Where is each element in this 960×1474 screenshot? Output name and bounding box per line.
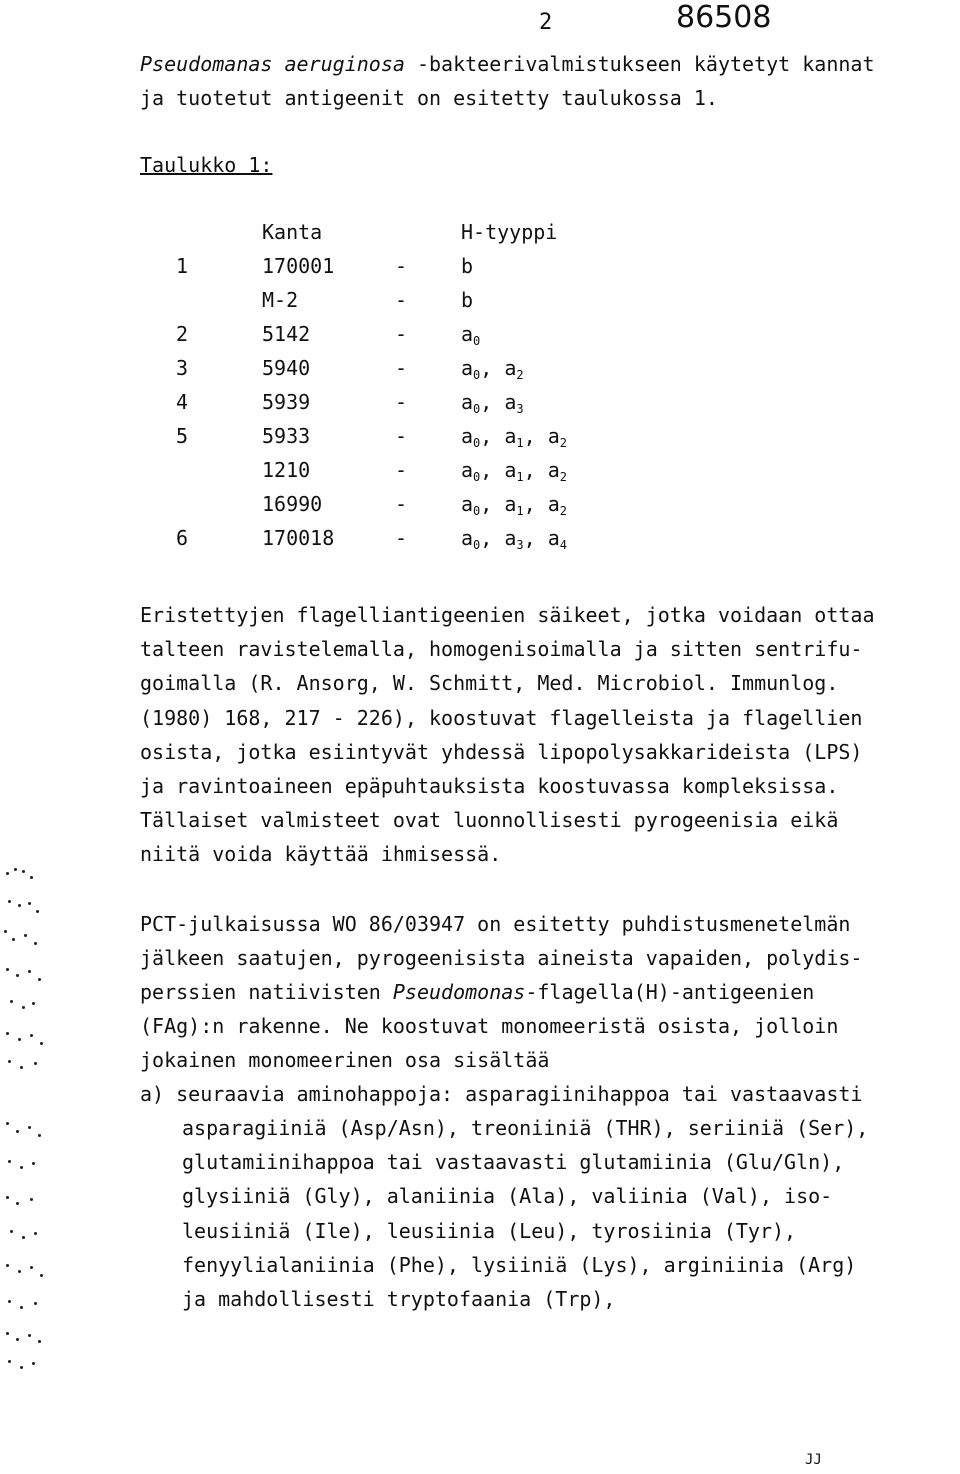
table-row <box>0 458 960 486</box>
amino-acid-line: glutamiinihappoa tai vastaavasti glutamiinia (Glu/Gln), <box>182 1150 845 1175</box>
h-type-letter: a <box>461 322 474 346</box>
dash-cell: - <box>395 526 408 550</box>
scan-dot <box>6 872 9 875</box>
separator: , <box>523 526 548 550</box>
row-number: 4 <box>176 390 189 414</box>
amino-acid-line: fenyylialaniinia (Phe), lysiiniä (Lys), arginiinia (Arg) <box>182 1252 857 1277</box>
table-header-row <box>0 220 960 248</box>
para1-line: osista, jotka esiintyvät yhdessä lipopolysakkarideista (LPS) <box>140 739 863 764</box>
scan-dot <box>40 1274 43 1277</box>
strain-cell: 5142 <box>262 322 311 346</box>
h-type-letter: a <box>504 356 517 380</box>
strain-cell: 16990 <box>262 492 323 516</box>
para2-line-2: jälkeen saatujen, pyrogeenisista aineista vapaiden, polydis- <box>140 946 863 970</box>
h-type-letter: a <box>461 356 474 380</box>
h-type-letter: a <box>547 424 560 448</box>
h-type-letter: a <box>547 458 560 482</box>
column-header-kanta: Kanta <box>262 220 323 244</box>
h-type-subscript: 1 <box>516 504 524 518</box>
para2-line-3-post: -flagella(H)-antigeenien <box>525 980 815 1004</box>
table-row <box>0 288 960 316</box>
h-type-cell <box>461 390 524 416</box>
h-type-letter: a <box>504 526 517 550</box>
h-type-cell <box>461 526 567 552</box>
scan-dot <box>12 938 15 941</box>
separator: , <box>480 356 505 380</box>
scan-dot <box>34 942 37 945</box>
scan-dot <box>32 1362 35 1365</box>
h-type-subscript: 0 <box>473 334 481 348</box>
scan-dot <box>38 978 41 981</box>
h-type-letter: a <box>461 458 474 482</box>
scan-dot <box>32 1002 35 1005</box>
h-type-cell <box>461 288 473 312</box>
h-type-subscript: 2 <box>559 504 568 518</box>
intro-rest: -bakteerivalmistukseen käytetyt kannat <box>404 52 875 76</box>
scan-dot <box>28 1126 31 1129</box>
scan-dot <box>8 900 11 903</box>
h-type-letter: a <box>461 390 474 414</box>
h-type-subscript: 0 <box>473 402 481 416</box>
scan-dot <box>8 1060 11 1063</box>
table-row <box>0 322 960 350</box>
footer-mark: JJ <box>805 1452 822 1468</box>
species-name: Pseudomanas aeruginosa <box>140 52 405 76</box>
h-type-cell <box>461 356 524 382</box>
scan-dot <box>34 1302 37 1305</box>
scan-dot <box>16 1338 19 1341</box>
dash-cell: - <box>395 492 408 516</box>
para1-line: niitä voida käyttää ihmisessä. <box>140 842 502 867</box>
scan-dot <box>40 1042 43 1045</box>
scan-dot <box>6 1264 9 1267</box>
scan-dot <box>16 974 19 977</box>
separator: , <box>480 458 505 482</box>
para2-line-4: (FAg):n rakenne. Ne koostuvat monomeeristä osista, jolloin <box>140 1014 839 1038</box>
scan-dot <box>20 1306 23 1309</box>
genus-name: Pseudomonas <box>392 980 526 1004</box>
h-type-letter: b <box>461 288 474 312</box>
dash-cell: - <box>395 288 408 312</box>
scan-dot <box>20 1066 23 1069</box>
table-row <box>0 356 960 384</box>
scan-dot <box>20 1366 23 1369</box>
scan-dot <box>8 1300 11 1303</box>
scan-dot <box>34 1232 37 1235</box>
table-caption: Taulukko 1: <box>140 153 273 177</box>
scan-dot <box>10 1000 13 1003</box>
row-number: 2 <box>176 322 189 346</box>
dash-cell: - <box>395 458 408 482</box>
strain-cell: 5939 <box>262 390 311 414</box>
scan-dot <box>28 902 31 905</box>
scan-dot <box>36 910 39 913</box>
scan-dot <box>38 1134 41 1137</box>
h-type-cell <box>461 492 567 518</box>
dash-cell: - <box>395 356 408 380</box>
dash-cell: - <box>395 322 408 346</box>
para2-line-3 <box>140 980 814 1004</box>
para1-line: Eristettyjen flagelliantigeenien säikeet, jotka voidaan ottaa <box>140 603 875 627</box>
h-type-subscript: 3 <box>516 402 524 416</box>
scan-dot <box>22 1006 25 1009</box>
table-row <box>0 424 960 452</box>
scan-dot <box>6 1122 9 1125</box>
scan-dot <box>14 868 17 871</box>
amino-acid-line: ja mahdollisesti tryptofaania (Trp), <box>182 1287 616 1311</box>
scan-dot <box>8 1360 11 1363</box>
strain-cell: M-2 <box>262 288 299 312</box>
h-type-letter: a <box>547 492 560 516</box>
table-row <box>0 390 960 418</box>
h-type-cell <box>461 322 480 348</box>
para2-line-5: jokainen monomeerinen osa sisältää <box>140 1048 550 1072</box>
separator: , <box>480 492 505 516</box>
h-type-subscript: 0 <box>473 504 481 518</box>
h-type-cell <box>461 254 473 278</box>
h-type-subscript: 1 <box>516 470 524 484</box>
strain-cell: 5940 <box>262 356 311 380</box>
scan-dot <box>30 1034 33 1037</box>
para1-line: ja ravintoaineen epäpuhtauksista koostuvassa kompleksissa. <box>140 774 839 798</box>
scan-dot <box>16 1202 19 1205</box>
h-type-letter: a <box>504 492 517 516</box>
h-type-subscript: 3 <box>516 538 524 552</box>
h-type-cell <box>461 458 567 484</box>
scan-dot <box>22 1236 25 1239</box>
para2-line-1: PCT-julkaisussa WO 86/03947 on esitetty puhdistusmenetelmän <box>140 912 851 936</box>
h-type-subscript: 4 <box>559 538 568 552</box>
h-type-cell <box>461 424 567 450</box>
dash-cell: - <box>395 424 408 448</box>
separator: , <box>480 424 505 448</box>
margin-scan-marks <box>0 860 46 1400</box>
table-row <box>0 492 960 520</box>
scan-dot <box>8 1160 11 1163</box>
amino-acid-line: glysiiniä (Gly), alaniinia (Ala), valiinia (Val), iso- <box>182 1184 833 1209</box>
strain-cell: 1210 <box>262 458 311 482</box>
scan-dot <box>18 904 21 907</box>
h-type-subscript: 0 <box>473 470 481 484</box>
scan-dot <box>6 1196 9 1199</box>
h-type-subscript: 0 <box>473 436 481 450</box>
scan-dot <box>6 1332 9 1335</box>
table-row <box>0 526 960 554</box>
row-number: 3 <box>176 356 189 380</box>
intro-line-1 <box>140 52 875 76</box>
row-number: 6 <box>176 526 189 550</box>
scan-dot <box>24 934 27 937</box>
separator: , <box>523 492 548 516</box>
row-number: 1 <box>176 254 189 278</box>
h-type-letter: a <box>461 424 474 448</box>
scan-dot <box>4 930 7 933</box>
dash-cell: - <box>395 254 408 278</box>
intro-line-2: ja tuotetut antigeenit on esitetty taulukossa 1. <box>140 86 718 110</box>
scan-dot <box>20 1166 23 1169</box>
table-row <box>0 254 960 282</box>
h-type-letter: a <box>504 390 517 414</box>
para1-line: talteen ravistelemalla, homogenisoimalla ja sitten sentrifu- <box>140 637 863 662</box>
h-type-letter: a <box>547 526 560 550</box>
separator: , <box>523 424 548 448</box>
document-id: 86508 <box>676 0 772 35</box>
amino-acid-line: asparagiiniä (Asp/Asn), treoniiniä (THR), seriiniä (Ser), <box>182 1116 869 1140</box>
h-type-letter: a <box>461 526 474 550</box>
h-type-letter: b <box>461 254 474 278</box>
dash-cell: - <box>395 390 408 414</box>
scan-dot <box>28 1334 31 1337</box>
h-type-subscript: 0 <box>473 538 481 552</box>
scan-dot <box>34 1062 37 1065</box>
scan-dot <box>30 1266 33 1269</box>
row-number: 5 <box>176 424 189 448</box>
scan-dot <box>16 1130 19 1133</box>
h-type-subscript: 1 <box>516 436 524 450</box>
separator: , <box>480 390 505 414</box>
scan-dot <box>10 1230 13 1233</box>
strain-cell: 170018 <box>262 526 335 550</box>
amino-acid-line: leusiiniä (Ile), leusiinia (Leu), tyrosiinia (Tyr), <box>182 1218 797 1243</box>
h-type-subscript: 2 <box>516 368 524 382</box>
separator: , <box>523 458 548 482</box>
h-type-subscript: 2 <box>559 436 568 450</box>
column-header-h-type: H-tyyppi <box>461 220 558 244</box>
separator: , <box>480 526 505 550</box>
strain-cell: 170001 <box>262 254 335 278</box>
list-item-a: a) seuraavia aminohappoja: asparagiinihappoa tai vastaavasti <box>140 1082 863 1106</box>
scan-dot <box>18 1270 21 1273</box>
para1-line: (1980) 168, 217 - 226), koostuvat flagelleista ja flagellien <box>140 705 863 730</box>
scan-dot <box>30 1198 33 1201</box>
scan-dot <box>6 1032 9 1035</box>
page-number: 2 <box>539 10 553 35</box>
h-type-subscript: 0 <box>473 368 481 382</box>
scan-dot <box>30 876 33 879</box>
h-type-subscript: 2 <box>559 470 568 484</box>
h-type-letter: a <box>461 492 474 516</box>
h-type-letter: a <box>504 424 517 448</box>
para1-line: Tällaiset valmisteet ovat luonnollisesti pyrogeenisia eikä <box>140 808 839 833</box>
scan-dot <box>38 1340 41 1343</box>
para2-line-3-pre: perssien natiivisten <box>140 980 393 1004</box>
para1-line: goimalla (R. Ansorg, W. Schmitt, Med. Microbiol. Immunlog. <box>140 671 839 696</box>
scan-dot <box>28 970 31 973</box>
scan-dot <box>6 968 9 971</box>
scan-dot <box>32 1162 35 1165</box>
scan-dot <box>22 870 25 873</box>
strain-cell: 5933 <box>262 424 311 448</box>
h-type-letter: a <box>504 458 517 482</box>
scan-dot <box>18 1038 21 1041</box>
